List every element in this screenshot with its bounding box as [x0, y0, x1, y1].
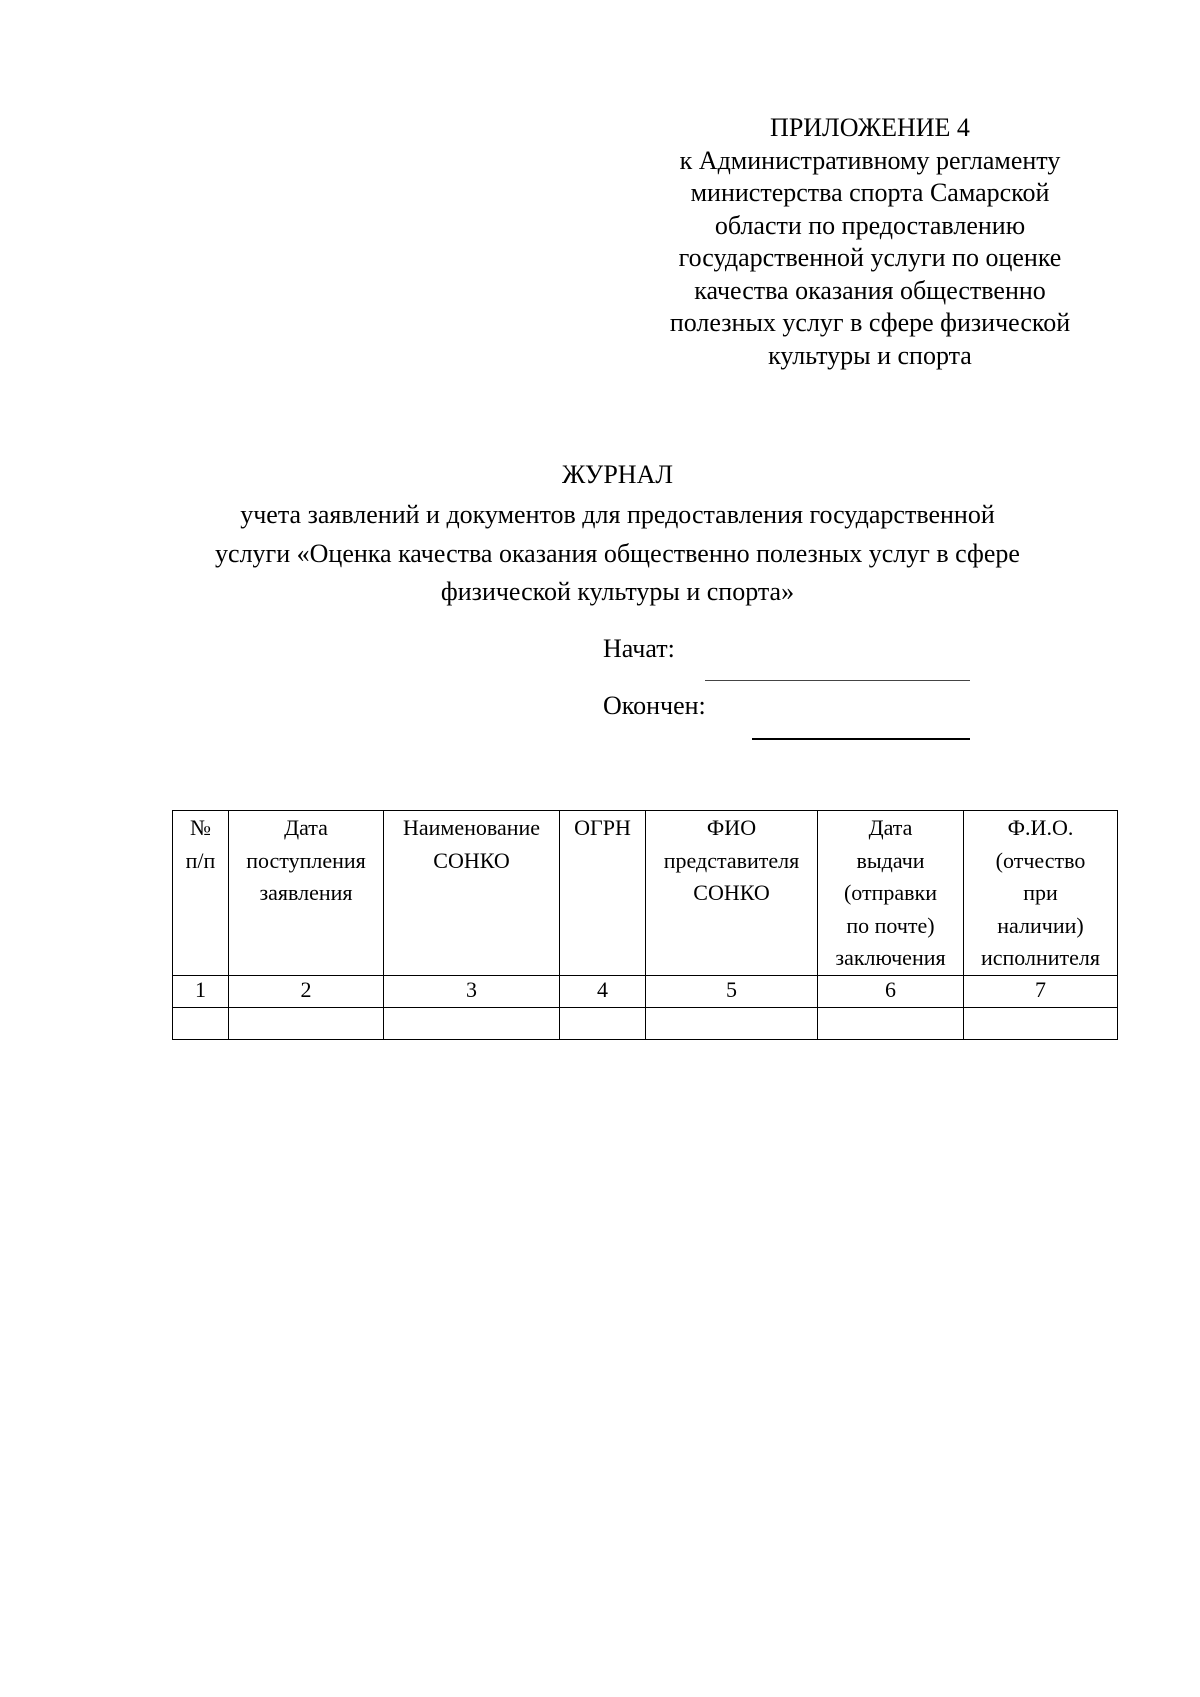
column-number-cell: 3	[384, 975, 560, 1007]
appendix-line: министерства спорта Самарской	[690, 178, 1050, 207]
column-number-cell: 4	[560, 975, 646, 1007]
column-number-cell: 1	[173, 975, 229, 1007]
appendix-line: культуры и спорта	[768, 340, 972, 370]
appendix-line: государственной услуги по оценке	[678, 243, 1062, 272]
table-cell	[384, 1007, 560, 1039]
appendix-line: области по предоставлению	[714, 210, 1026, 240]
journal-subtitle-line: услуги «Оценка качества оказания общественно полезных услуг в сфере	[215, 538, 1020, 568]
table-row	[173, 1007, 1118, 1039]
table-cell	[964, 1007, 1118, 1039]
table-header-row	[173, 811, 1118, 976]
finished-date-line	[752, 738, 970, 740]
column-header-sonko-name: Наименование СОНКО	[384, 811, 560, 976]
appendix-heading: ПРИЛОЖЕНИЕ 4	[770, 113, 970, 142]
appendix-line: к Административному регламенту	[679, 145, 1061, 175]
appendix-line: полезных услуг в сфере физической	[669, 308, 1071, 337]
table-cell	[818, 1007, 964, 1039]
column-header-representative: ФИО представителя СОНКО	[646, 811, 818, 976]
table-cell	[229, 1007, 384, 1039]
journal-subtitle-line: учета заявлений и документов для предоставления государственной	[240, 500, 995, 529]
journal-subtitle-line: физической культуры и спорта»	[440, 577, 795, 606]
appendix-block	[650, 112, 1090, 372]
journal-subtitle	[0, 496, 1200, 612]
table-cell	[646, 1007, 818, 1039]
column-number-cell: 5	[646, 975, 818, 1007]
column-number-cell: 2	[229, 975, 384, 1007]
column-header-ogrn: ОГРН	[560, 811, 646, 976]
started-label: Начат:	[603, 634, 675, 663]
column-header-number: № п/п	[173, 811, 229, 976]
column-number-cell: 7	[964, 975, 1118, 1007]
journal-title: ЖУРНАЛ	[562, 460, 673, 489]
table-cell	[173, 1007, 229, 1039]
journal-table	[172, 810, 1118, 1040]
column-header-received-date: Дата поступления заявления	[229, 811, 384, 976]
finished-label: Окончен:	[603, 691, 706, 720]
column-header-issue-date: Дата выдачи (отправки по почте) заключения	[818, 811, 964, 976]
started-date-line	[705, 680, 970, 681]
table-cell	[560, 1007, 646, 1039]
column-number-cell: 6	[818, 975, 964, 1007]
appendix-line: качества оказания общественно	[694, 275, 1046, 305]
table-numbering-row	[173, 975, 1118, 1007]
column-header-executor: Ф.И.О. (отчество при наличии) исполнителя	[964, 811, 1118, 976]
